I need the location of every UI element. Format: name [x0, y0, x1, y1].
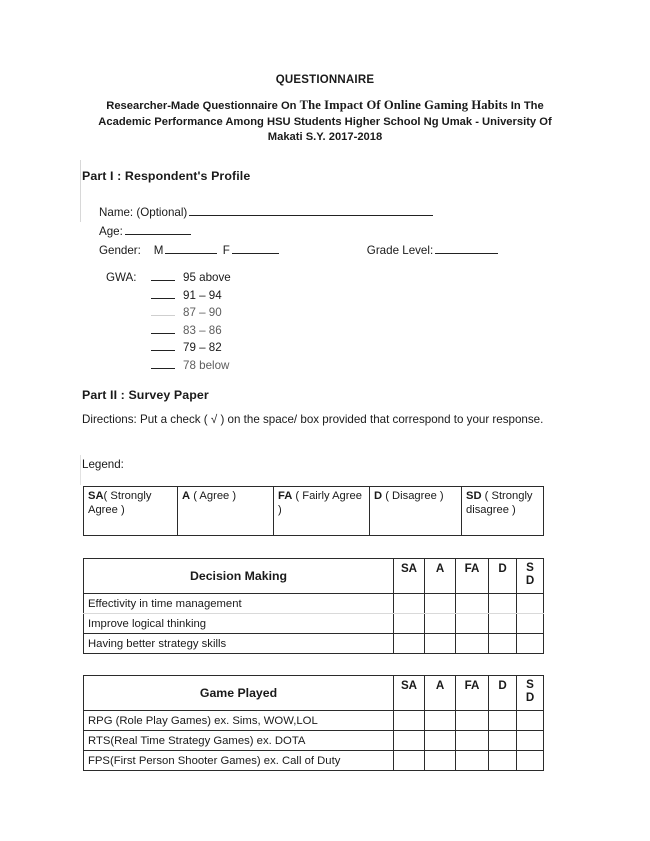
subtitle-segment-1: Researcher-Made Questionnaire On	[106, 100, 300, 112]
legend-code-sa: SA	[88, 490, 104, 502]
answer-box-sd[interactable]	[517, 614, 544, 634]
statement-cell: RTS(Real Time Strategy Games) ex. DOTA	[84, 731, 394, 751]
answer-box-d[interactable]	[489, 711, 517, 731]
table-row	[84, 594, 544, 614]
scale-header-sd: S D	[517, 559, 544, 594]
survey-table-game-played	[83, 675, 544, 771]
gwa-option-label: 79 – 82	[183, 341, 222, 355]
gwa-option-label: 95 above	[183, 271, 231, 284]
gwa-option[interactable]	[151, 304, 231, 322]
scale-header-a: A	[425, 676, 456, 711]
gwa-option-list	[151, 269, 231, 375]
answer-box-a[interactable]	[425, 634, 456, 654]
subtitle-emphasis: The Impact Of Online Gaming Habits	[299, 98, 508, 112]
answer-box-d[interactable]	[489, 614, 517, 634]
statement-cell: Having better strategy skills	[84, 634, 394, 654]
answer-box-sa[interactable]	[394, 711, 425, 731]
gwa-checkbox-line[interactable]	[151, 339, 175, 351]
respondent-profile-fields	[99, 203, 500, 260]
scale-header-sa: SA	[394, 559, 425, 594]
answer-box-sd[interactable]	[517, 711, 544, 731]
answer-box-d[interactable]	[489, 594, 517, 614]
statement-cell: Effectivity in time management	[84, 594, 394, 614]
legend-code-a: A	[182, 490, 191, 502]
survey-table-decision-making	[83, 558, 544, 654]
gwa-label: GWA:	[106, 271, 137, 284]
answer-box-a[interactable]	[425, 594, 456, 614]
gender-male-label: M	[153, 244, 164, 257]
legend-cell-sd	[462, 487, 544, 536]
legend-text-fa: ( Fairly Agree )	[278, 490, 362, 516]
answer-box-a[interactable]	[425, 731, 456, 751]
answer-box-sa[interactable]	[394, 634, 425, 654]
scan-artifact-rule-secondary	[80, 455, 81, 485]
statement-cell: FPS(First Person Shooter Games) ex. Call of Duty	[84, 751, 394, 771]
name-field-row	[99, 203, 500, 222]
gwa-checkbox-line[interactable]	[151, 322, 175, 334]
category-header: Decision Making	[84, 559, 394, 594]
gwa-option[interactable]	[151, 269, 231, 287]
legend-table	[83, 486, 544, 536]
legend-cell-a	[178, 487, 274, 536]
gender-female-input-line[interactable]	[232, 241, 279, 254]
legend-code-d: D	[374, 490, 383, 502]
answer-box-fa[interactable]	[456, 594, 489, 614]
gwa-option[interactable]	[151, 357, 231, 375]
age-input-line[interactable]	[125, 222, 191, 235]
table-row	[84, 751, 544, 771]
table-row	[84, 634, 544, 654]
name-input-line[interactable]	[189, 203, 433, 216]
part-1-heading: Part I : Respondent's Profile	[82, 169, 251, 183]
gwa-option-label: 87 – 90	[183, 306, 222, 320]
answer-box-a[interactable]	[425, 751, 456, 771]
legend-code-fa: FA	[278, 490, 293, 502]
legend-text-sd: ( Strongly disagree )	[466, 490, 533, 516]
legend-cell-d	[370, 487, 462, 536]
gender-field-row	[99, 241, 500, 260]
answer-box-a[interactable]	[425, 711, 456, 731]
answer-box-d[interactable]	[489, 634, 517, 654]
gwa-checkbox-line[interactable]	[151, 287, 175, 299]
answer-box-fa[interactable]	[456, 614, 489, 634]
subtitle-segment-2: In The Academic Performance Among HSU Students Higher School Ng Umak - University Of Makati S.Y. 2017-2018	[98, 100, 552, 143]
scale-header-fa: FA	[456, 559, 489, 594]
age-label: Age:	[99, 225, 123, 238]
answer-box-fa[interactable]	[456, 731, 489, 751]
answer-box-sa[interactable]	[394, 614, 425, 634]
answer-box-fa[interactable]	[456, 634, 489, 654]
gwa-option-label: 78 below	[183, 358, 230, 372]
legend-code-sd: SD	[466, 490, 482, 502]
document-subtitle	[85, 98, 565, 146]
answer-box-fa[interactable]	[456, 751, 489, 771]
legend-cell-fa	[274, 487, 370, 536]
answer-box-sd[interactable]	[517, 751, 544, 771]
document-title: QUESTIONNAIRE	[275, 74, 375, 86]
scale-header-sa: SA	[394, 676, 425, 711]
age-field-row	[99, 222, 500, 241]
grade-level-label: Grade Level:	[366, 244, 434, 257]
category-header: Game Played	[84, 676, 394, 711]
table-header-row	[84, 559, 544, 594]
scale-header-d: D	[489, 676, 517, 711]
table-row	[84, 614, 544, 634]
gwa-option-label: 91 – 94	[183, 288, 222, 302]
gwa-option[interactable]	[151, 287, 231, 305]
table-header-row	[84, 676, 544, 711]
answer-box-sa[interactable]	[394, 594, 425, 614]
answer-box-sa[interactable]	[394, 751, 425, 771]
legend-cell-sa	[84, 487, 178, 536]
legend-text-d: ( Disagree )	[382, 490, 444, 502]
statement-cell: Improve logical thinking	[84, 614, 394, 634]
statement-cell: RPG (Role Play Games) ex. Sims, WOW,LOL	[84, 711, 394, 731]
scan-artifact-rule	[80, 160, 81, 222]
legend-text-sa: ( Strongly Agree )	[88, 490, 152, 516]
scale-header-fa: FA	[456, 676, 489, 711]
gwa-checkbox-line[interactable]	[151, 269, 175, 281]
scale-header-d: D	[489, 559, 517, 594]
name-label: Name: (Optional)	[99, 206, 188, 219]
answer-box-a[interactable]	[425, 614, 456, 634]
gwa-option[interactable]	[151, 322, 231, 340]
answer-box-d[interactable]	[489, 751, 517, 771]
gender-label: Gender:	[99, 244, 141, 257]
gwa-option-label: 83 – 86	[183, 323, 222, 337]
gwa-checkbox-line[interactable]	[151, 304, 175, 316]
table-row	[84, 711, 544, 731]
gwa-option[interactable]	[151, 339, 231, 357]
gwa-checkbox-line[interactable]	[151, 357, 175, 369]
answer-box-sd[interactable]	[517, 731, 544, 751]
gender-female-label: F	[222, 244, 230, 257]
part-2-heading: Part II : Survey Paper	[82, 388, 209, 402]
scale-header-sd: S D	[517, 676, 544, 711]
table-row	[84, 731, 544, 751]
gender-male-input-line[interactable]	[165, 241, 217, 254]
answer-box-d[interactable]	[489, 731, 517, 751]
answer-box-fa[interactable]	[456, 711, 489, 731]
gwa-section	[106, 269, 231, 375]
legend-row	[84, 487, 544, 536]
directions-text: Directions: Put a check ( √ ) on the space/ box provided that correspond to your response.	[82, 413, 544, 426]
answer-box-sa[interactable]	[394, 731, 425, 751]
grade-level-input-line[interactable]	[435, 241, 498, 254]
legend-label: Legend:	[82, 458, 124, 471]
answer-box-sd[interactable]	[517, 594, 544, 614]
legend-text-a: ( Agree )	[190, 490, 237, 502]
answer-box-sd[interactable]	[517, 634, 544, 654]
scale-header-a: A	[425, 559, 456, 594]
